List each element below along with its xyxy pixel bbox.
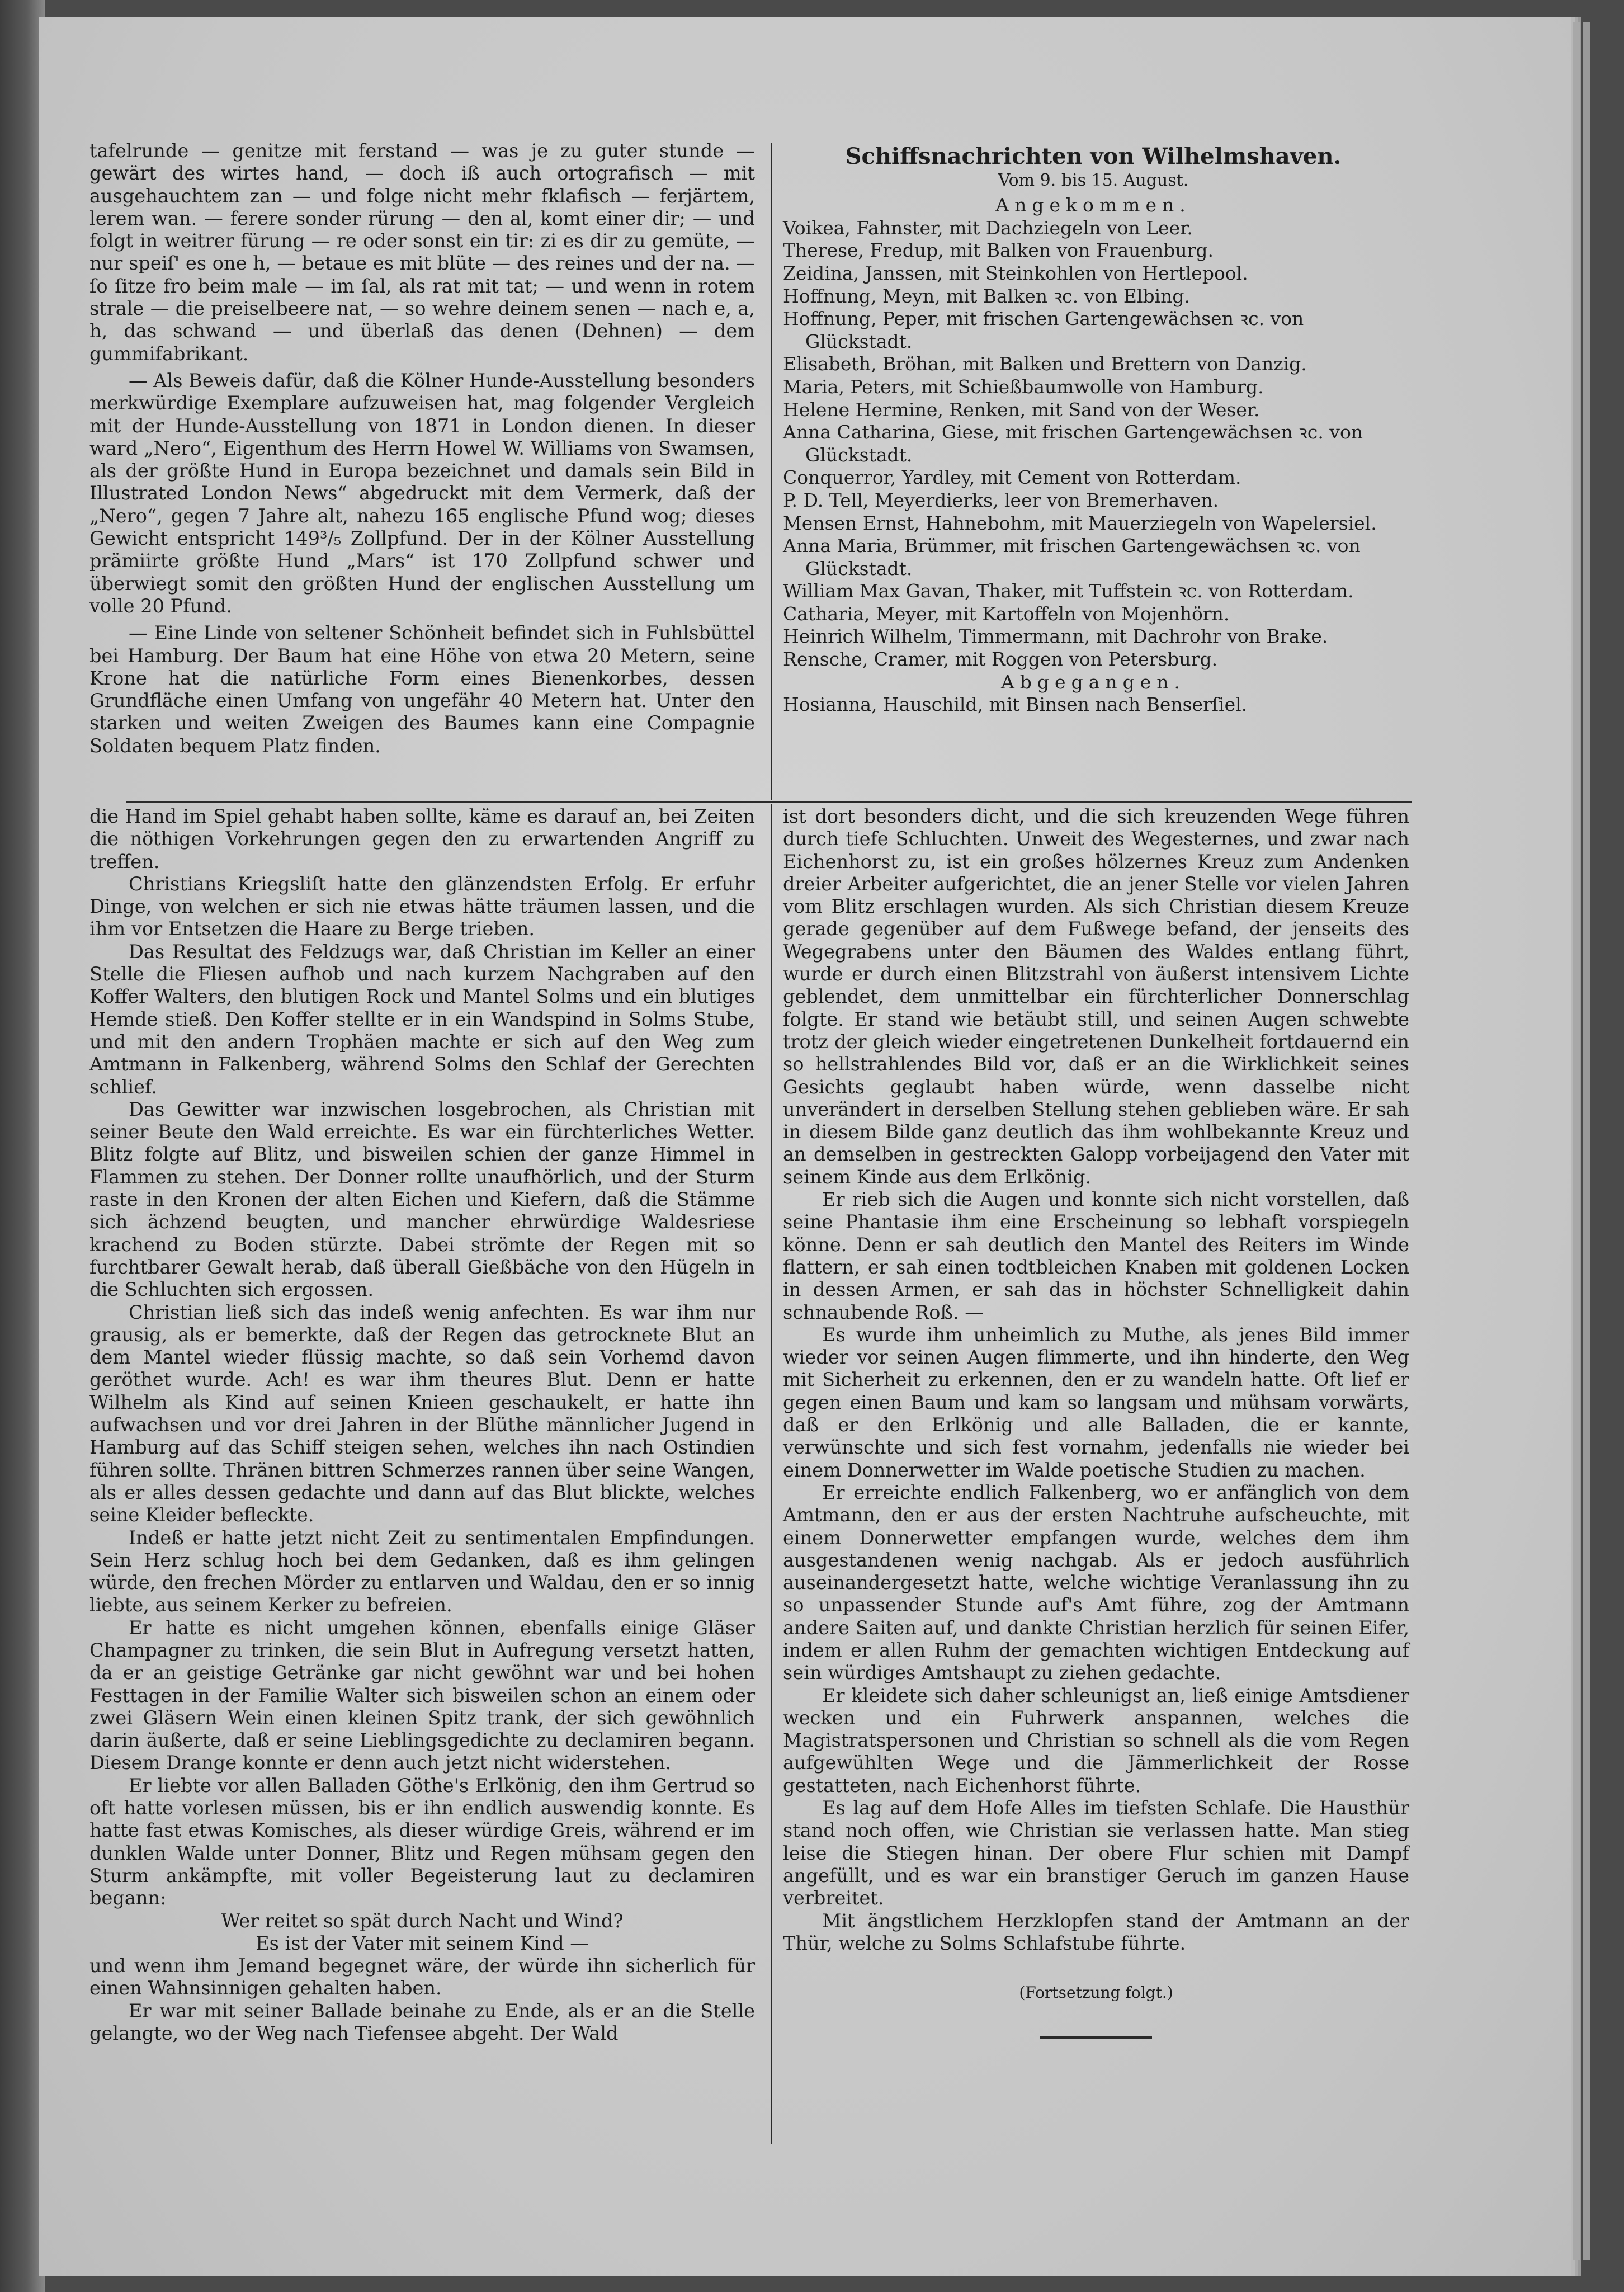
arrived-ship-entry: Elisabeth, Bröhan, mit Balken und Brettern von Danzig. [783,353,1307,375]
serial-story-right-text [783,805,1409,1955]
ship-news-title: Schiffsnachrichten von Wilhelmshaven. [845,143,1342,169]
arrived-ship-entry: Anna Catharina, Giese, mit frischen Gartengewächsen ꝛc. von Glückstadt. [783,421,1363,466]
scan-dark-margin [0,0,45,2292]
story-paragraph: Es lag auf dem Hofe Alles im tiefsten Schlafe. Die Hausthür stand noch offen, wie Christian sie verlassen hatte. Man stieg leise die Stiegen hinan. Der obere Flur schien mit Dampf angefüllt, und es war ein branstiger Geruch im ganzen Hause verbreitet. [783,1797,1409,1909]
arrived-ship-entry: P. D. Tell, Meyerdierks, leer von Bremerhaven. [783,489,1219,511]
arrived-ship-entry: Maria, Peters, mit Schießbaumwolle von Hamburg. [783,375,1264,398]
end-rule [1040,2036,1152,2039]
story-paragraph: Er war mit seiner Ballade beinahe zu Ende, als er an die Stelle gelangte, wo der Weg nach Tiefensee abgeht. Der Wald [89,1999,755,2045]
arrived-ship-entry: Zeidina, Janssen, mit Steinkohlen von Hertlepool. [783,262,1248,284]
story-paragraph: Er rieb sich die Augen und konnte sich nicht vorstellen, daß seine Phantasie ihm eine Erscheinung so lebhaft vorspiegeln könne. Denn er sah deutlich den Mantel des Reiters im Winde flattern, er sah einen todtbleichen Knaben mit goldenen Locken in dessen Armen, er sah das in höchster Schnelligkeit dahin schnaubende Roß. — [783,1189,1409,1323]
story-paragraph: Er hatte es nicht umgehen können, ebenfalls einige Gläser Champagner zu trinken, die sein Blut in Aufregung versetzt hatten, da er an geistige Getränke gar nicht gewöhnt war und bei hohen Festtagen in der Familie Walter sich bisweilen schon an einem oder zwei Gläsern Wein einen kleinen Spitz trank, der sich gewöhnlich darin äußerte, daß er seine Lieblingsgedichte zu declamiren begann. Diesem Drange konnte er denn auch jetzt nicht widerstehen. [89,1616,755,1774]
arrived-ship-entry: Mensen Ernst, Hahnebohm, mit Mauerziegeln von Wapelersiel. [783,512,1377,534]
story-paragraph: Indeß er hatte jetzt nicht Zeit zu sentimentalen Empfindungen. Sein Herz schlug hoch bei dem Gedanken, daß es ihm gelingen würde, den frechen Mörder zu entlarven und Waldau, den er so innig liebte, aus seinem Kerker zu befreien. [89,1526,755,1616]
story-paragraph: Er erreichte endlich Falkenberg, wo er anfänglich von dem Amtmann, den er aus der ersten Nachtruhe aufscheuchte, mit einem Donnerwetter empfangen wurde, welches dem ihm ausgestandenen wenig nachgab. Als er jedoch ausführlich auseinandergesetzt hatte, welche wichtige Veranlassung ihn zu so unpassender Stunde auf's Amt führe, zog der Amtmann andere Saiten auf, und dankte Christian herzlich für seinen Eifer, indem er allen Ruhm der gemachten wichtigen Entdeckung auf sein würdiges Amtshaupt zu ziehen gedachte. [783,1481,1409,1684]
serial-story-left-column [89,805,755,2045]
story-paragraph: ist dort besonders dicht, und die sich kreuzenden Wege führen durch tiefe Schluchten. Unweit des Wegesternes, und zwar nach Eichenhorst zu, ist ein großes hölzernes Kreuz zum Andenken dreier Arbeiter aufgerichtet, die an jener Stelle vor vielen Jahren vom Blitz erschlagen wurden. Als sich Christian diesem Kreuze gerade gegenüber auf dem Fußwege befand, der jenseits des Wegegrabens unter den Bäumen des Waldes entlang führt, wurde er durch einen Blitzstrahl von äußerst intensivem Lichte geblendet, dem unmittelbar ein fürchterlicher Donnerschlag folgte. Er stand wie betäubt still, und seinen Augen schwebte trotz der gleich wieder eingetretenen Dunkelheit fortdauernd ein so hellstrahlendes Bild vor, daß er an die Wirklichkeit seines Gesichts geglaubt haben würde, wenn dasselbe nicht unverändert in derselben Stellung stehen geblieben wäre. Er sah in diesem Bilde ganz deutlich das ihm wohlbekannte Kreuz und an demselben in gestreckten Galopp vorbeijagend den Vater mit seinem Kinde aus dem Erlkönig. [783,805,1409,1188]
story-paragraph: Das Resultat des Feldzugs war, daß Christian im Keller an einer Stelle die Fliesen aufhob und nach kurzem Nachgraben auf den Koffer Walters, den blutigen Rock und Mantel Solms und ein blutiges Hemde stieß. Den Koffer stellte er in ein Wandspind in Solms Stube, und mit den andern Trophäen machte er sich auf den Weg zum Amtmann in Falkenberg, während Solms den Schlaf der Gerechten schlief. [89,940,755,1098]
departed-heading: Abgegangen. [1000,671,1186,693]
arrived-heading: Angekommen. [995,194,1191,216]
arrived-ship-entry: Therese, Fredup, mit Balken von Frauenburg. [783,239,1214,262]
departed-list [783,694,1404,716]
story-paragraph: Es wurde ihm unheimlich zu Muthe, als jenes Bild immer wieder vor seinen Augen flimmerte, und ihn hinderte, den Weg mit Sicherheit zu erkennen, den er zu wandeln hatte. Oft lief er gegen einen Baum und kam so langsam und mühsam vorwärts, daß er den Erlkönig und alle Balladen, die er kannte, verwünschte und sich fest vornahm, jedenfalls nie wieder bei einem Donnerwetter im Walde poetische Studien zu machen. [783,1323,1409,1481]
page-edge-2 [1583,22,1590,2260]
story-paragraph: die Hand im Spiel gehabt haben sollte, käme es darauf an, bei Zeiten die nöthigen Vorkehrungen gegen den zu erwartenden Angriff zu treffen. [89,805,755,873]
poem-paragraph: tafelrunde — genitze mit ferstand — was je zu guter stunde — gewärt des wirtes hand, — doch iß auch ortografisch — mit ausgehauchtem zan — und folge nicht mehr fklafisch — ferjärtem, lerem wan. — ferere sonder rürung — den al, komt einer dir; — und folgt in weitrer fürung — re oder sonst ein tir: zi es dir zu gemüte, — nur speiſ' es one h, — betaue es mit blüte — des reines und der na. — ſo ſitze fro beim male — im ſal, als rat mit tat; — und wenn in rotem strale — die preiselbeere nat, — so wehre deinem senen — nach e, a, h, das schwand — und überlaß das denen (Dehnen) — dem gummifabrikant. [89,140,755,365]
story-paragraph: Mit ängstlichem Herzklopfen stand der Amtmann an der Thür, welche zu Solms Schlafstube führte. [783,1909,1409,1954]
story-paragraph: Christians Kriegsliſt hatte den glänzendsten Erfolg. Er erfuhr Dinge, von welchen er sich nie etwas hätte träumen lassen, und die ihm vor Entsetzen die Haare zu Berge trieben. [89,873,755,940]
arrived-ship-entry: Hoffnung, Peper, mit frischen Gartengewächsen ꝛc. von Glückstadt. [783,308,1304,352]
arrived-ship-entry: Hoffnung, Meyn, mit Balken ꝛc. von Elbing. [783,285,1191,307]
story-paragraph: und wenn ihm Jemand begegnet wäre, der würde ihn sicherlich für einen Wahnsinnigen gehalten haben. [89,1955,755,1999]
story-paragraph: Christian ließ sich das indeß wenig anfechten. Es war ihm nur grausig, als er bemerkte, daß der Regen das getrocknete Blut an dem Mantel wieder flüssig machte, so daß sein Vorhemd davon geröthet wurde. Ach! es war ihm theures Blut. Denn er hatte Wilhelm als Kind auf seinen Knieen geschaukelt, er hatte ihn aufwachsen und vor drei Jahren in der Blüthe männlicher Jugend in Hamburg auf das Schiff steigen sehen, welches ihn nach Ostindien führen sollte. Thränen bittren Schmerzes rannen über seine Wangen, als er alles dessen gedachte und dann auf das Blut blickte, welches seine Kleider befleckte. [89,1301,755,1526]
section-divider [126,801,1412,803]
story-paragraph: Das Gewitter war inzwischen losgebrochen, als Christian mit seiner Beute den Wald erreichte. Es war ein fürchterliches Wetter. Blitz folgte auf Blitz, und bisweilen schien der ganze Himmel in Flammen zu stehen. Der Donner rollte unaufhörlich, und der Sturm raste in den Kronen der alten Eichen und Kiefern, daß die Stämme sich ächzend beugten, und mancher ehrwürdige Waldesriese krachend zu Boden stürzte. Dabei strömte der Regen mit so furchtbarer Gewalt herab, daß überall Gießbäche von den Hügeln in die Schluchten sich ergossen. [89,1098,755,1301]
ship-news-column [783,145,1404,716]
arrived-list [783,217,1404,671]
verse-line: Es ist der Vater mit seinem Kind — [256,1932,589,1954]
story-paragraph: Er liebte vor allen Balladen Göthe's Erlkönig, den ihm Gertrud so oft hatte vorlesen müssen, bis er ihn endlich auswendig konnte. Es hatte fast etwas Komisches, als dieser würdige Greis, während er im dunklen Walde unter Donner, Blitz und Regen mühsam gegen den Sturm ankämpfte, mit voller Begeisterung laut zu declamiren begann: [89,1774,755,1909]
continuation-note: (Fortsetzung folgt.) [1019,1983,1173,2002]
arrived-ship-entry: Anna Maria, Brümmer, mit frischen Gartengewächsen ꝛc. von Glückstadt. [783,535,1361,579]
linden-tree-paragraph: — Eine Linde von seltener Schönheit befindet sich in Fuhlsbüttel bei Hamburg. Der Baum hat eine Höhe von etwa 20 Metern, seine Krone hat die natürliche Form eines Bienenkorbes, dessen Grundfläche einen Umfang von ungefähr 40 Metern hat. Unter den starken und weiten Zweigen des Baumes kann eine Compagnie Soldaten bequem Platz finden. [89,622,755,757]
arrived-ship-entry: Heinrich Wilhelm, Timmermann, mit Dachrohr von Brake. [783,625,1328,648]
ship-news-dates: Vom 9. bis 15. August. [998,170,1189,190]
dog-show-paragraph: — Als Beweis dafür, daß die Kölner Hunde-Ausstellung besonders merkwürdige Exemplare aufzuweisen hat, mag folgender Vergleich mit der Hunde-Ausstellung von 1871 in London dienen. In dieser ward „Nero“, Eigenthum des Herrn Howel W. Williams von Swamsen, als der größte Hund in Europa bezeichnet und damals sein Bild in Illustrated London News“ abgedruckt mit dem Vermerk, daß der „Nero“, gegen 7 Jahre alt, nahezu 165 englische Pfund wog; dieses Gewicht entspricht 149³/₅ Zollpfund. Der in der Kölner Ausstellung prämiirte größte Hund „Mars“ ist 170 Zollpfund schwer und überwiegt somit den größten Hund der englischen Ausstellung um volle 20 Pfund. [89,369,755,617]
arrived-ship-entry: Rensche, Cramer, mit Roggen von Petersburg. [783,648,1218,671]
top-left-column [89,140,755,757]
story-paragraph: Er kleidete sich daher schleunigst an, ließ einige Amtsdiener wecken und ein Fuhrwerk anspannen, welches die Magistratspersonen und Christian so schnell als die vom Regen aufgewühlten Wege und die Jämmerlichkeit der Rosse gestatteten, nach Eichenhorst führte. [783,1684,1409,1796]
column-divider-top [771,143,772,800]
departed-ship-entry: Hosianna, Hauschild, mit Binsen nach Benserſiel. [783,694,1248,716]
arrived-ship-entry: Helene Hermine, Renken, mit Sand von der Weser. [783,398,1260,421]
page-edge-1 [1573,22,1580,2260]
serial-story-right-column [783,805,1409,2039]
verse-line: Wer reitet so spät durch Nacht und Wind? [221,1909,624,1932]
arrived-ship-entry: Conquerror, Yardley, mit Cement von Rotterdam. [783,466,1241,489]
arrived-ship-entry: Catharia, Meyer, mit Kartoffeln von Mojenhörn. [783,602,1230,625]
arrived-ship-entry: Voikea, Fahnster, mit Dachziegeln von Leer. [783,216,1193,239]
column-divider-bottom [771,804,772,2144]
arrived-ship-entry: William Max Gavan, Thaker, mit Tuffstein ꝛc. von Rotterdam. [783,580,1354,602]
